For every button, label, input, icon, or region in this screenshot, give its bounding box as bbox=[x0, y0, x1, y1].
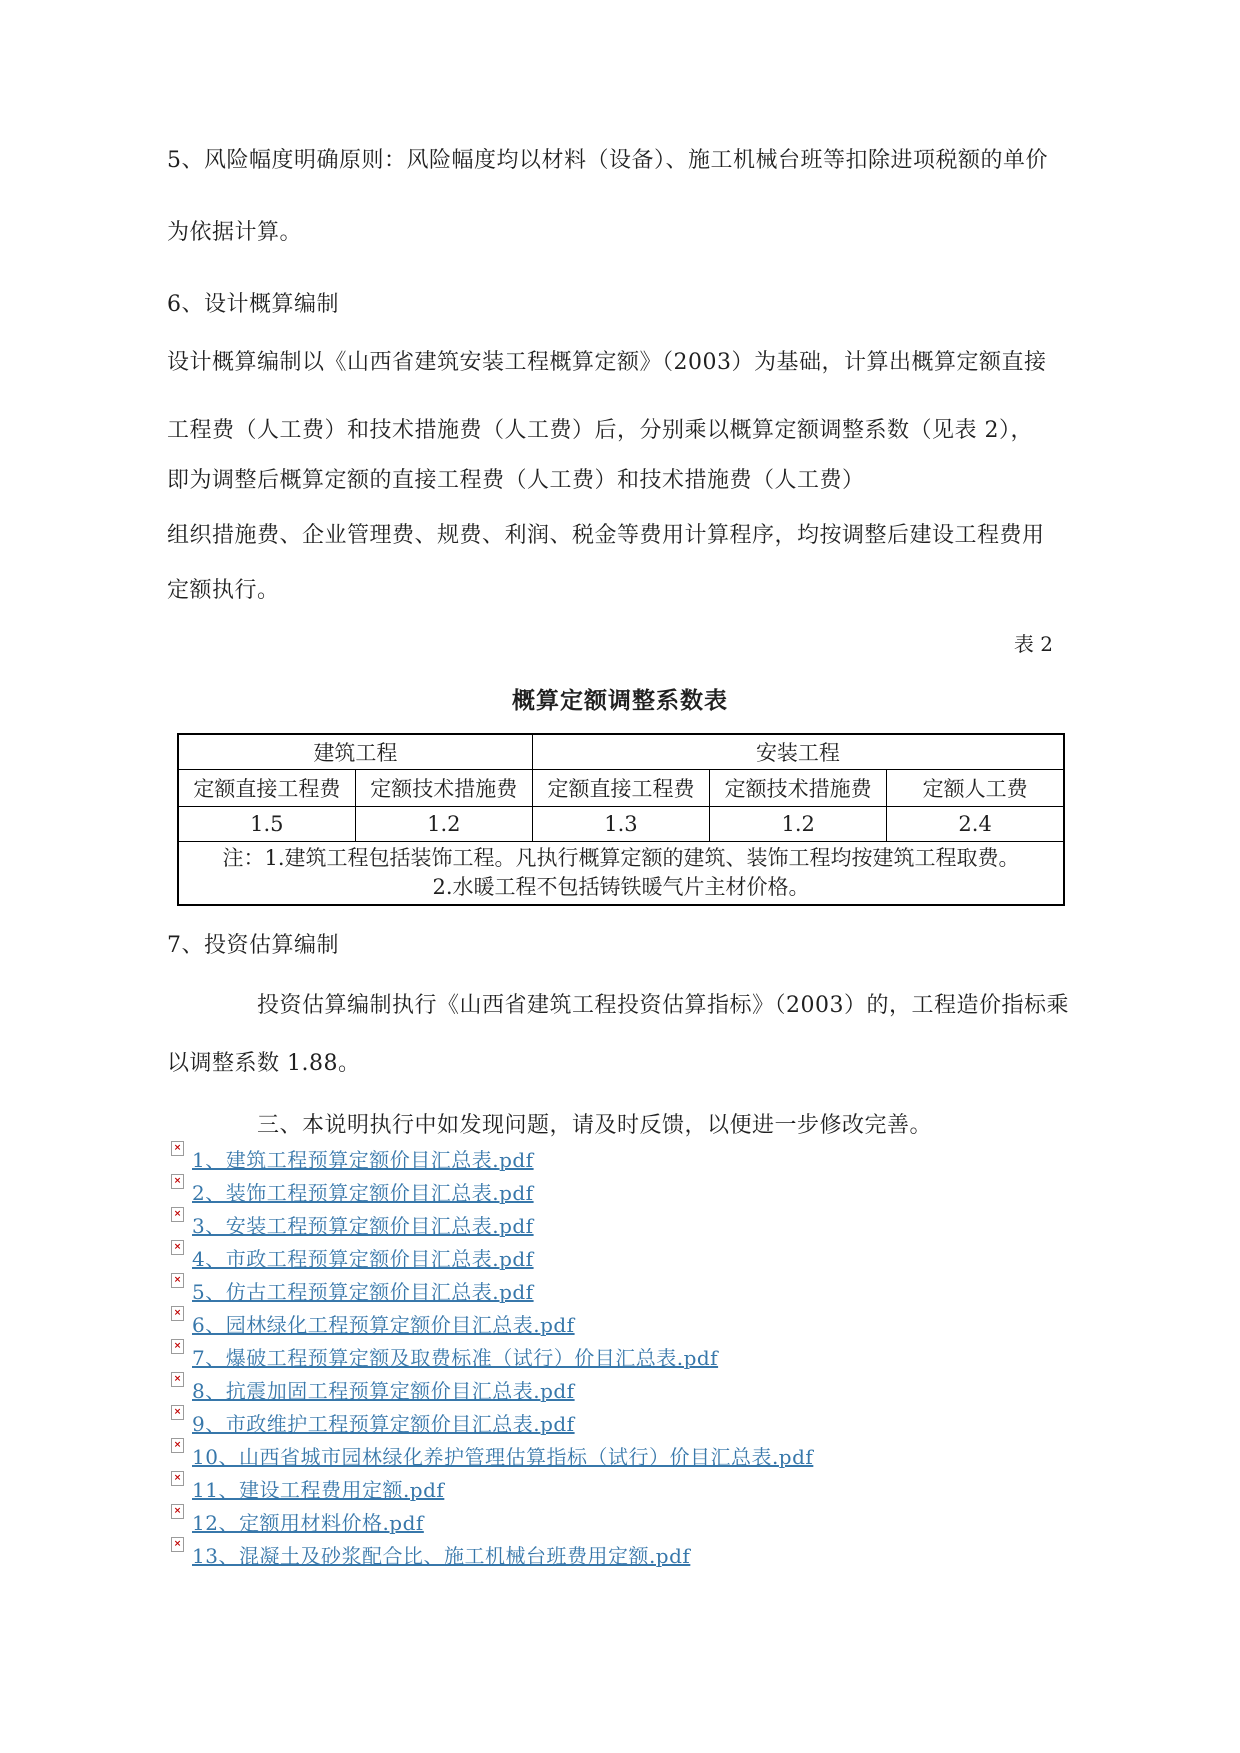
attachment-row bbox=[171, 1276, 813, 1309]
table-note-line-1: 注：1.建筑工程包括装饰工程。凡执行概算定额的建筑、装饰工程均按建筑工程取费。 bbox=[222, 846, 1020, 870]
attachment-link[interactable]: 13、混凝土及砂浆配合比、施工机械台班费用定额.pdf bbox=[192, 1544, 691, 1568]
coefficient-value: 1.5 bbox=[178, 807, 355, 842]
broken-image-icon: × bbox=[171, 1438, 184, 1453]
attachment-row bbox=[171, 1309, 813, 1342]
paragraph-line: 设计概算编制以《山西省建筑安装工程概算定额》（2003）为基础，计算出概算定额直接 bbox=[167, 350, 1047, 375]
attachment-row bbox=[171, 1441, 813, 1474]
table-note-line-2: 2.水暖工程不包括铸铁暖气片主材价格。 bbox=[432, 875, 810, 899]
column-header: 定额技术措施费 bbox=[710, 770, 887, 807]
attachment-link[interactable]: 2、装饰工程预算定额价目汇总表.pdf bbox=[192, 1181, 534, 1205]
section-heading-6: 6、设计概算编制 bbox=[167, 292, 339, 317]
broken-image-icon: × bbox=[171, 1306, 184, 1321]
attachment-row bbox=[171, 1375, 813, 1408]
section-heading-7: 7、投资估算编制 bbox=[167, 933, 339, 958]
broken-image-icon: × bbox=[171, 1339, 184, 1354]
broken-image-icon: × bbox=[171, 1504, 184, 1519]
broken-image-icon: × bbox=[171, 1372, 184, 1387]
paragraph-line: 三、本说明执行中如发现问题，请及时反馈，以便进一步修改完善。 bbox=[257, 1113, 933, 1138]
attachment-link[interactable]: 5、仿古工程预算定额价目汇总表.pdf bbox=[192, 1280, 534, 1304]
broken-image-icon: × bbox=[171, 1207, 184, 1222]
attachment-link[interactable]: 7、爆破工程预算定额及取费标准（试行）价目汇总表.pdf bbox=[192, 1346, 719, 1370]
table-note-cell bbox=[178, 842, 1064, 906]
attachment-link[interactable]: 3、安装工程预算定额价目汇总表.pdf bbox=[192, 1214, 534, 1238]
group-header-installation: 安装工程 bbox=[532, 734, 1064, 770]
attachment-row bbox=[171, 1144, 813, 1177]
coefficient-value: 1.2 bbox=[355, 807, 532, 842]
table-column-header-row bbox=[178, 770, 1064, 807]
paragraph-line: 组织措施费、企业管理费、规费、利润、税金等费用计算程序，均按调整后建设工程费用 bbox=[167, 523, 1045, 548]
attachment-link[interactable]: 6、园林绿化工程预算定额价目汇总表.pdf bbox=[192, 1313, 575, 1337]
column-header: 定额人工费 bbox=[887, 770, 1064, 807]
attachment-list bbox=[171, 1144, 813, 1573]
table-title: 概算定额调整系数表 bbox=[512, 687, 728, 714]
attachment-row bbox=[171, 1507, 813, 1540]
table-note-row bbox=[178, 842, 1064, 906]
broken-image-icon: × bbox=[171, 1141, 184, 1156]
attachment-row bbox=[171, 1540, 813, 1573]
coefficient-value: 1.3 bbox=[532, 807, 709, 842]
attachment-link[interactable]: 9、市政维护工程预算定额价目汇总表.pdf bbox=[192, 1412, 575, 1436]
paragraph-line: 工程费（人工费）和技术措施费（人工费）后，分别乘以概算定额调整系数（见表 2）， bbox=[167, 418, 1033, 443]
paragraph-line: 为依据计算。 bbox=[167, 220, 303, 245]
attachment-row bbox=[171, 1243, 813, 1276]
column-header: 定额直接工程费 bbox=[178, 770, 355, 807]
paragraph-line: 定额执行。 bbox=[167, 578, 280, 603]
coefficient-table bbox=[177, 733, 1065, 906]
attachment-row bbox=[171, 1210, 813, 1243]
table-group-header-row bbox=[178, 734, 1064, 770]
attachment-link[interactable]: 10、山西省城市园林绿化养护管理估算指标（试行）价目汇总表.pdf bbox=[192, 1445, 814, 1469]
attachment-link[interactable]: 11、建设工程费用定额.pdf bbox=[192, 1478, 445, 1502]
paragraph-line: 投资估算编制执行《山西省建筑工程投资估算指标》（2003）的，工程造价指标乘 bbox=[257, 993, 1069, 1018]
attachment-link[interactable]: 1、建筑工程预算定额价目汇总表.pdf bbox=[192, 1148, 534, 1172]
attachment-link[interactable]: 8、抗震加固工程预算定额价目汇总表.pdf bbox=[192, 1379, 575, 1403]
attachment-link[interactable]: 12、定额用材料价格.pdf bbox=[192, 1511, 424, 1535]
column-header: 定额直接工程费 bbox=[532, 770, 709, 807]
paragraph-line: 5、风险幅度明确原则：风险幅度均以材料（设备）、施工机械台班等扣除进项税额的单价 bbox=[167, 148, 1049, 173]
broken-image-icon: × bbox=[171, 1174, 184, 1189]
coefficient-value: 1.2 bbox=[710, 807, 887, 842]
group-header-construction: 建筑工程 bbox=[178, 734, 532, 770]
broken-image-icon: × bbox=[171, 1405, 184, 1420]
broken-image-icon: × bbox=[171, 1537, 184, 1552]
broken-image-icon: × bbox=[171, 1273, 184, 1288]
attachment-row bbox=[171, 1177, 813, 1210]
attachment-link[interactable]: 4、市政工程预算定额价目汇总表.pdf bbox=[192, 1247, 534, 1271]
paragraph-line: 即为调整后概算定额的直接工程费（人工费）和技术措施费（人工费） bbox=[167, 468, 865, 493]
attachment-row bbox=[171, 1408, 813, 1441]
broken-image-icon: × bbox=[171, 1471, 184, 1486]
attachment-row bbox=[171, 1342, 813, 1375]
table-values-row bbox=[178, 807, 1064, 842]
coefficient-value: 2.4 bbox=[887, 807, 1064, 842]
paragraph-line: 以调整系数 1.88。 bbox=[167, 1051, 361, 1076]
attachment-row bbox=[171, 1474, 813, 1507]
table-caption: 表 2 bbox=[1013, 632, 1053, 656]
broken-image-icon: × bbox=[171, 1240, 184, 1255]
column-header: 定额技术措施费 bbox=[355, 770, 532, 807]
